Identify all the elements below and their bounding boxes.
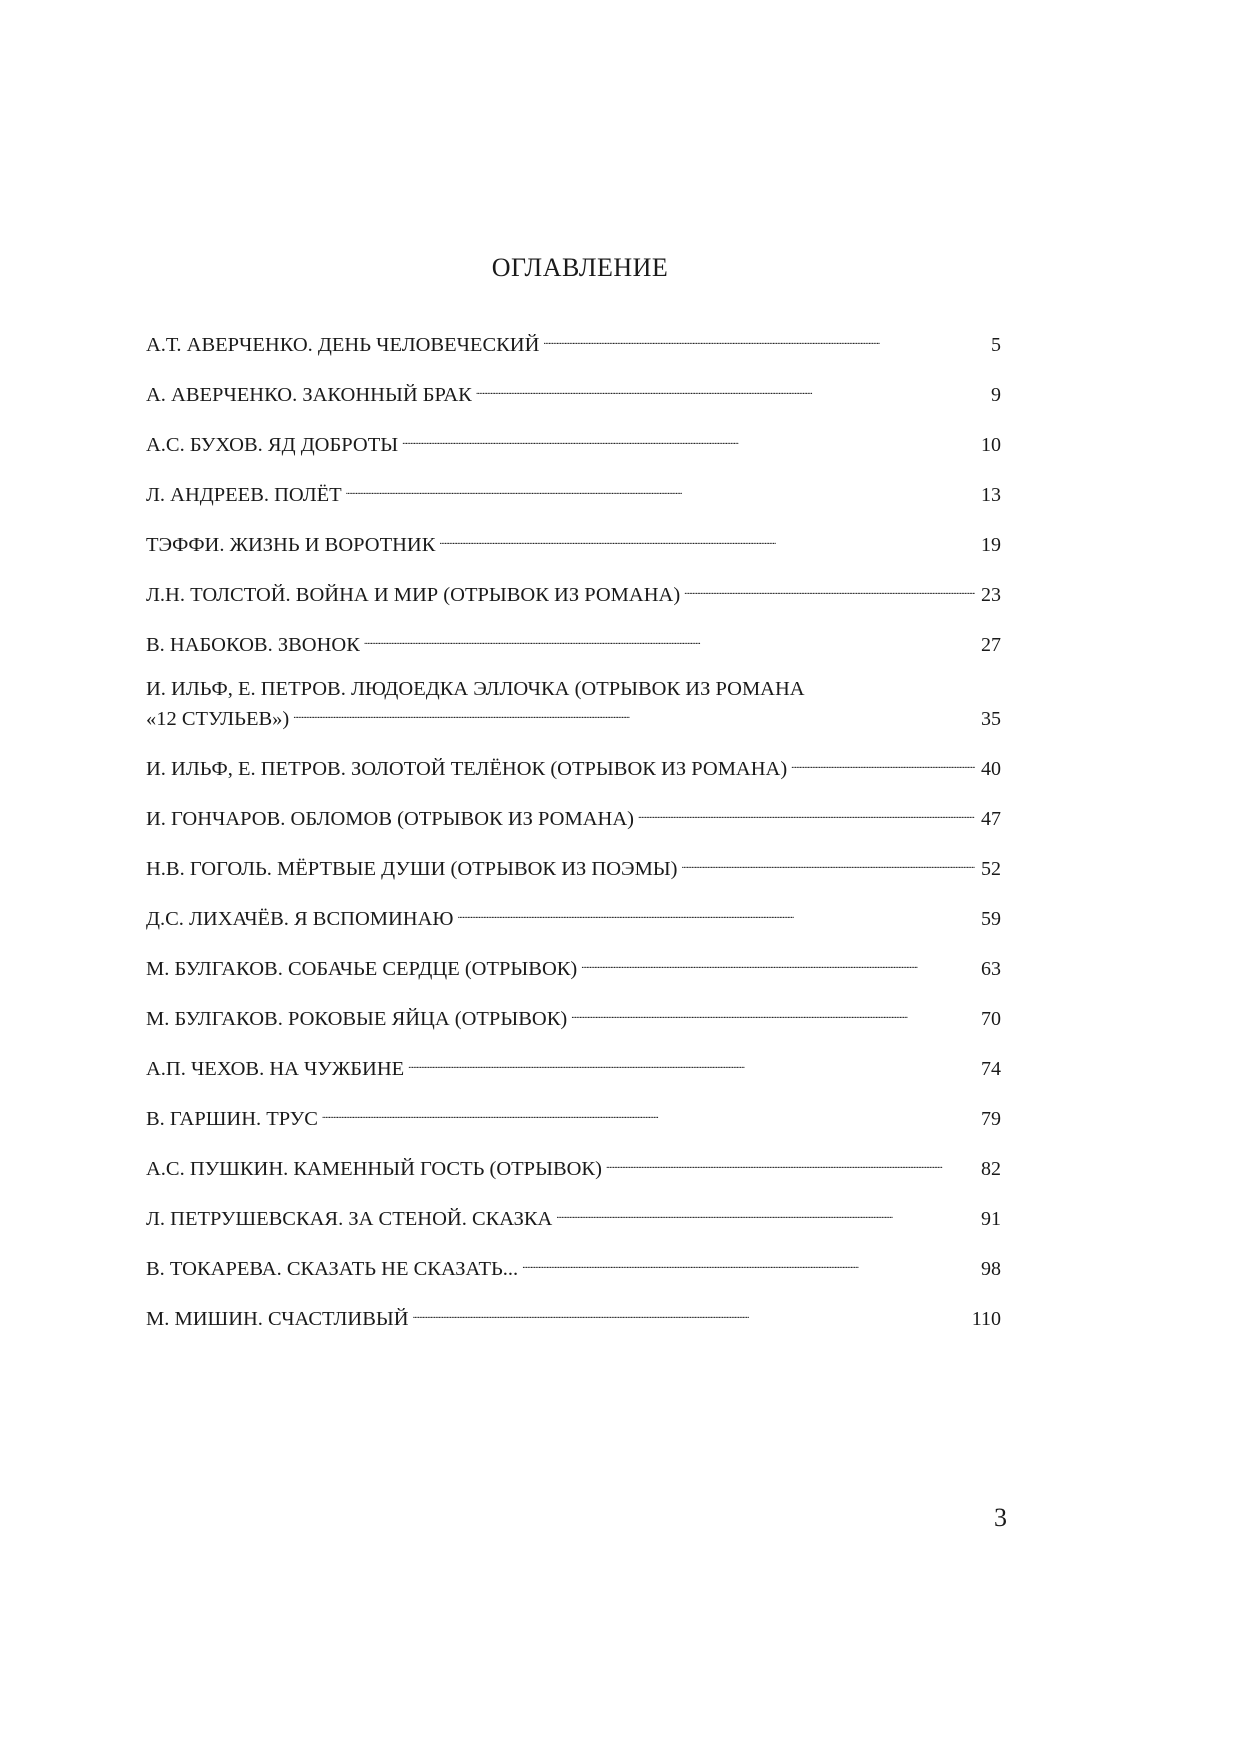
leader-dots [556,1201,975,1225]
leader-dots [413,1301,966,1325]
toc-entry [146,527,1001,557]
leader-dots [682,851,975,875]
toc-entry-title: М. БУЛГАКОВ. РОКОВЫЕ ЯЙЦА (ОТРЫВОК) [146,1008,568,1030]
toc-entry [146,801,1001,831]
toc-entry-page: 110 [971,1308,1001,1330]
toc-entry [146,1151,1001,1181]
toc-entry [146,1001,1001,1031]
toc-entry [146,627,1001,657]
toc-entry [146,851,1001,881]
toc-entry-page: 98 [981,1258,1001,1280]
toc-entry-title: А. АВЕРЧЕНКО. ЗАКОННЫЙ БРАК [146,384,472,406]
toc-entry [146,751,1001,781]
toc-entry-page: 63 [981,958,1001,980]
toc-entry-title: Н.В. ГОГОЛЬ. МЁРТВЫЕ ДУШИ (ОТРЫВОК ИЗ ПОЭМЫ) [146,858,678,880]
toc-entry [146,377,1001,407]
toc-entry-page: 27 [981,634,1001,656]
leader-dots [791,751,975,775]
leader-dots [439,527,975,551]
toc-entry [146,427,1001,457]
toc-entry [146,677,1001,731]
leader-dots [606,1151,975,1175]
toc-entry [146,1201,1001,1231]
leader-dots [571,1001,975,1025]
leader-dots [543,327,975,351]
toc-entry-page: 52 [981,858,1001,880]
toc-entry [146,1101,1001,1131]
toc-entry-title: Д.С. ЛИХАЧЁВ. Я ВСПОМИНАЮ [146,908,454,930]
toc-entry-title-line1: И. ИЛЬФ, Е. ПЕТРОВ. ЛЮДОЕДКА ЭЛЛОЧКА (ОТРЫВОК ИЗ РОМАНА [146,678,805,700]
toc-entry-title: А.Т. АВЕРЧЕНКО. ДЕНЬ ЧЕЛОВЕЧЕСКИЙ [146,334,540,356]
toc-entry-page: 13 [981,484,1001,506]
toc-entry-page: 79 [981,1108,1001,1130]
toc-entry-page: 74 [981,1058,1001,1080]
toc-entry-page: 70 [981,1008,1001,1030]
leader-dots [476,377,975,401]
toc-entry [146,577,1001,607]
leader-dots [346,477,975,501]
toc-entry-page: 9 [991,384,1001,406]
toc-entry-title: В. ГАРШИН. ТРУС [146,1108,318,1130]
toc-entry-title: М. БУЛГАКОВ. СОБАЧЬЕ СЕРДЦЕ (ОТРЫВОК) [146,958,578,980]
toc-entry-page: 47 [981,808,1001,830]
toc-entry [146,951,1001,981]
toc-entry-title: ТЭФФИ. ЖИЗНЬ И ВОРОТНИК [146,534,436,556]
toc-entry-title: М. МИШИН. СЧАСТЛИВЫЙ [146,1308,409,1330]
toc-entry-page: 5 [991,334,1001,356]
leader-dots [684,577,975,601]
toc-entry [146,1251,1001,1281]
toc-entry-page: 19 [981,534,1001,556]
toc-entry-page: 59 [981,908,1001,930]
toc-entry [146,1301,1001,1331]
toc-entry-title-line2: «12 СТУЛЬЕВ») [146,708,290,730]
leader-dots [293,701,975,725]
toc-entry-title: А.С. ПУШКИН. КАМЕННЫЙ ГОСТЬ (ОТРЫВОК) [146,1158,602,1180]
toc-entry-page: 10 [981,434,1001,456]
toc-entry-title: В. ТОКАРЕВА. СКАЗАТЬ НЕ СКАЗАТЬ... [146,1258,519,1280]
toc-entry-page: 35 [981,708,1001,730]
toc-entry [146,477,1001,507]
toc-entry-title: И. ИЛЬФ, Е. ПЕТРОВ. ЗОЛОТОЙ ТЕЛЁНОК (ОТРЫВОК ИЗ РОМАНА) [146,758,788,780]
leader-dots [522,1251,975,1275]
toc-entry-title: Л. АНДРЕЕВ. ПОЛЁТ [146,484,342,506]
toc-entry [146,1051,1001,1081]
page-number: 3 [994,1503,1007,1532]
leader-dots [581,951,975,975]
leader-dots [322,1101,975,1125]
leader-dots [638,801,975,825]
toc-entry-page: 82 [981,1158,1001,1180]
toc-entry-title: В. НАБОКОВ. ЗВОНОК [146,634,360,656]
toc-entry-title: А.С. БУХОВ. ЯД ДОБРОТЫ [146,434,399,456]
toc-entry-title: Л. ПЕТРУШЕВСКАЯ. ЗА СТЕНОЙ. СКАЗКА [146,1208,553,1230]
toc-entry-title: А.П. ЧЕХОВ. НА ЧУЖБИНЕ [146,1058,405,1080]
leader-dots [408,1051,975,1075]
leader-dots [364,627,975,651]
toc-entry [146,901,1001,931]
leader-dots [457,901,975,925]
toc-heading: ОГЛАВЛЕНИЕ [491,253,669,282]
toc-entry-page: 91 [981,1208,1001,1230]
toc-entry-title: И. ГОНЧАРОВ. ОБЛОМОВ (ОТРЫВОК ИЗ РОМАНА) [146,808,634,830]
toc-entry-page: 40 [981,758,1001,780]
toc-entry [146,327,1001,357]
toc-entry-title: Л.Н. ТОЛСТОЙ. ВОЙНА И МИР (ОТРЫВОК ИЗ РОМАНА) [146,584,681,606]
leader-dots [402,427,975,451]
toc-entry-page: 23 [981,584,1001,606]
